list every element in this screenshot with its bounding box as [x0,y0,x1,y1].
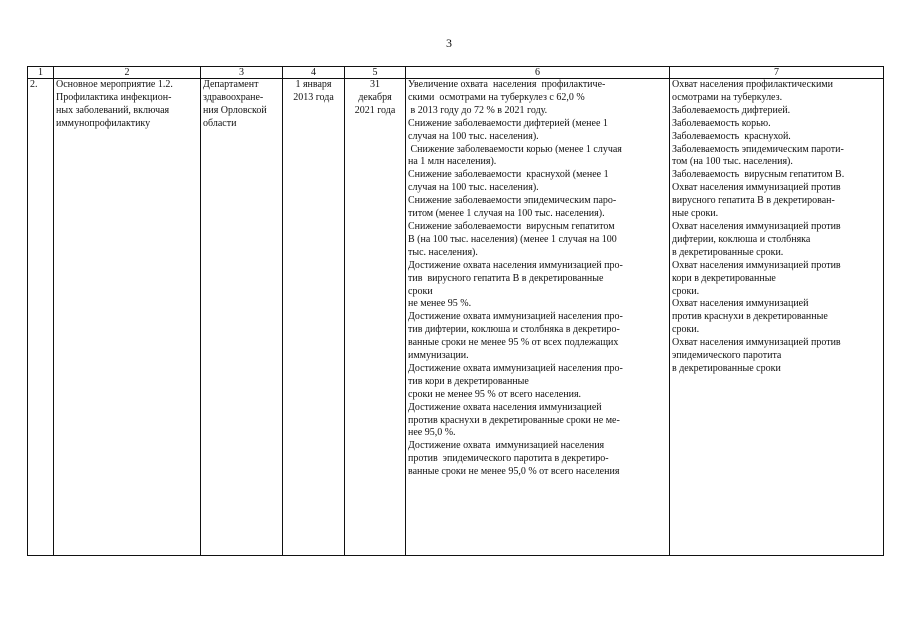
page-number: 3 [446,36,452,50]
text-line: Охват населения иммунизацией против [672,259,841,271]
text-line: Увеличение охвата населения профилактиче- [408,79,606,90]
header-cell: 6 [406,67,670,79]
text-line: 2013 года [293,91,334,103]
header-cell: 4 [283,67,345,79]
text-line: ванные сроки не менее 95 % от всех подлежащих [408,337,619,349]
text-line: Снижение заболеваемости дифтерией (менее 1 [408,117,608,129]
text-line: тив вирусного гепатита В в декретированные [408,272,604,284]
text-line: сроки. [672,285,700,297]
start-date-cell [283,79,345,556]
text-line: Снижение заболеваемости эпидемическим паро- [408,195,617,207]
text-line: эпидемического паротита [672,350,782,362]
text-line: Охват населения иммунизацией против [672,337,841,349]
text-line: Заболеваемость вирусным гепатитом В. [672,169,845,181]
text-line: дифтерии, коклюша и столбняка [672,233,811,245]
text-line: здравоохране- [203,91,264,103]
text-line: декабря [358,91,392,103]
text-line: в декретированные сроки [672,362,781,374]
text-line: против краснухи в декретированные сроки не ме- [408,414,620,426]
text-line: Охват населения иммунизацией [672,298,809,310]
text-line: В (на 100 тыс. населения) (менее 1 случая на 100 [408,233,617,245]
text-line: тив кори в декретированные [408,375,529,387]
text-line: случая на 100 тыс. населения). [408,130,539,142]
text-line: Охват населения иммунизацией против [672,182,841,194]
header-cell: 3 [201,67,283,79]
text-line: осмотрами на туберкулез. [672,91,783,103]
text-line: Охват населения профилактическими [672,79,833,90]
table-header-row [28,67,884,79]
text-line: случая на 100 тыс. населения). [408,182,539,194]
text-line: нее 95,0 %. [408,427,456,439]
program-table [27,66,884,556]
text-line: Снижение заболеваемости краснухой (менее 1 [408,169,609,181]
header-cell: 7 [670,67,884,79]
text-line: Достижение охвата населения иммунизацией про- [408,259,623,271]
text-line: Департамент [203,79,259,90]
text-line: Заболеваемость эпидемическим пароти- [672,143,844,155]
text-line: вирусного гепатита В в декретирован- [672,195,835,207]
text-line: Достижение охвата иммунизацией населения про- [408,362,623,374]
text-line: Снижение заболеваемости корью (менее 1 случая [408,143,622,155]
text-line: не менее 95 %. [408,298,472,310]
text-line: 1 января [295,79,332,90]
text-line: Заболеваемость корью. [672,117,771,129]
text-line: сроки не менее 95 % от всего населения. [408,388,582,400]
text-line: сроки. [672,324,700,336]
text-line: 2021 года [354,104,396,116]
text-line: Профилактика инфекцион- [56,91,172,103]
text-line: кори в декретированные [672,272,776,284]
event-cell [54,79,201,556]
text-line: скими осмотрами на туберкулез с 62,0 % [408,91,585,103]
text-line: Достижение охвата иммунизацией населения про- [408,311,623,323]
text-line: ные сроки. [672,208,719,220]
text-line: в 2013 году до 72 % в 2021 году. [408,104,548,116]
text-line: против краснухи в декретированные [672,311,828,323]
text-line: титом (менее 1 случая на 100 тыс. населения). [408,208,605,220]
text-line: в декретированные сроки. [672,246,784,258]
executor-cell [201,79,283,556]
text-line: ния Орловской [203,104,267,116]
text-line: том (на 100 тыс. населения). [672,156,793,168]
text-line: на 1 млн населения). [408,156,497,168]
text-line: Охват населения иммунизацией против [672,220,841,232]
row-number: 2. [28,79,54,556]
text-line: ванные сроки не менее 95,0 % от всего населения [408,466,620,478]
header-cell: 2 [54,67,201,79]
header-cell: 5 [345,67,406,79]
text-line: ных заболеваний, включая [56,104,170,116]
text-line: Снижение заболеваемости вирусным гепатитом [408,220,615,232]
indicators-cell [670,79,884,556]
text-line: иммунизации. [408,350,469,362]
text-line: тыс. населения). [408,246,478,258]
text-line: против эпидемического паротита в декретиро- [408,453,609,465]
table-row [28,79,884,556]
text-line: иммунопрофилактику [56,117,151,129]
text-line: области [203,117,237,129]
text-line: 31 [370,79,380,90]
end-date-cell [345,79,406,556]
text-line: тив дифтерии, коклюша и столбняка в декретиро- [408,324,620,336]
expected-results-cell [406,79,670,556]
header-cell: 1 [28,67,54,79]
text-line: сроки [408,285,433,297]
text-line: Заболеваемость краснухой. [672,130,791,142]
text-line: Заболеваемость дифтерией. [672,104,791,116]
text-line: Достижение охвата населения иммунизацией [408,401,602,413]
text-line: Основное мероприятие 1.2. [56,79,173,90]
text-line: Достижение охвата иммунизацией населения [408,440,605,452]
